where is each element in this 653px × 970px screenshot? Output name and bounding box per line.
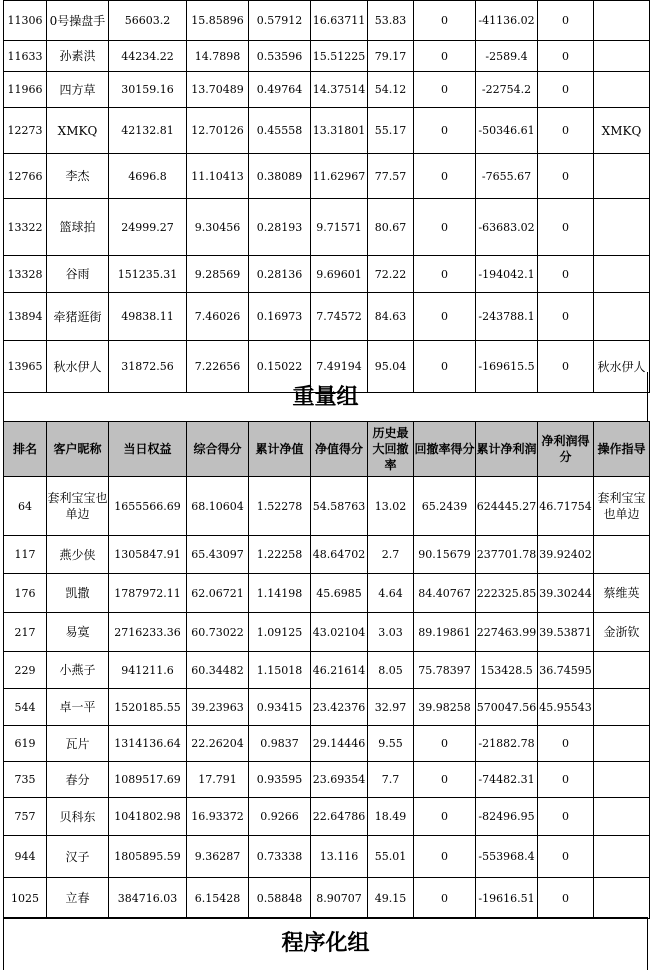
cell-guide (594, 689, 650, 726)
header-nav: 累计净值 (249, 422, 311, 477)
header-net-profit: 累计净利润 (476, 422, 538, 477)
cell-rank: 944 (4, 836, 47, 878)
cell-max-drawdown: 32.97 (368, 689, 414, 726)
cell-equity: 941211.6 (109, 652, 187, 689)
cell-nav-score: 46.21614 (311, 652, 368, 689)
cell-rank: 11306 (4, 1, 47, 41)
cell-nickname: 凯撒 (47, 574, 109, 613)
cell-guide (594, 293, 650, 341)
cell-net-profit-score: 45.95543 (538, 689, 594, 726)
cell-nav: 0.9266 (249, 798, 311, 836)
cell-rank: 757 (4, 798, 47, 836)
cell-equity: 31872.56 (109, 341, 187, 393)
cell-nav-score: 11.62967 (311, 154, 368, 199)
cell-net-profit-score: 39.30244 (538, 574, 594, 613)
cell-drawdown-score: 75.78397 (414, 652, 476, 689)
cell-total-score: 7.22656 (187, 341, 249, 393)
cell-total-score: 6.15428 (187, 878, 249, 919)
cell-total-score: 11.10413 (187, 154, 249, 199)
section-title-program: 程序化组 (3, 917, 648, 970)
cell-net-profit-score: 39.53871 (538, 613, 594, 652)
cell-drawdown-score: 65.2439 (414, 477, 476, 536)
cell-total-score: 60.73022 (187, 613, 249, 652)
cell-rank: 13322 (4, 199, 47, 256)
cell-total-score: 9.30456 (187, 199, 249, 256)
table-header-row (4, 422, 650, 477)
cell-total-score: 7.46026 (187, 293, 249, 341)
cell-total-score: 65.43097 (187, 536, 249, 574)
cell-max-drawdown: 55.01 (368, 836, 414, 878)
table-row (4, 652, 650, 689)
cell-nav: 0.9837 (249, 726, 311, 762)
cell-net-profit: -21882.78 (476, 726, 538, 762)
cell-net-profit-score: 0 (538, 199, 594, 256)
cell-total-score: 14.7898 (187, 41, 249, 72)
cell-rank: 12766 (4, 154, 47, 199)
cell-drawdown-score: 39.98258 (414, 689, 476, 726)
cell-nickname: 燕少侠 (47, 536, 109, 574)
cell-guide (594, 41, 650, 72)
cell-nav: 1.15018 (249, 652, 311, 689)
cell-nickname: 瓦片 (47, 726, 109, 762)
table-row (4, 477, 650, 536)
cell-rank: 11966 (4, 72, 47, 108)
cell-rank: 229 (4, 652, 47, 689)
cell-nav: 0.73338 (249, 836, 311, 878)
cell-net-profit-score: 0 (538, 762, 594, 798)
cell-net-profit-score: 0 (538, 798, 594, 836)
cell-equity: 44234.22 (109, 41, 187, 72)
cell-equity: 1520185.55 (109, 689, 187, 726)
cell-total-score: 17.791 (187, 762, 249, 798)
table-row (4, 762, 650, 798)
table-row (4, 1, 650, 41)
cell-guide: XMKQ (594, 108, 650, 154)
cell-nickname: 牵猪逛街 (47, 293, 109, 341)
cell-drawdown-score: 0 (414, 726, 476, 762)
cell-drawdown-score: 0 (414, 41, 476, 72)
cell-drawdown-score: 0 (414, 108, 476, 154)
cell-drawdown-score: 0 (414, 798, 476, 836)
cell-nav: 1.52278 (249, 477, 311, 536)
cell-guide (594, 1, 650, 41)
cell-max-drawdown: 8.05 (368, 652, 414, 689)
cell-nav: 0.93415 (249, 689, 311, 726)
header-rank: 排名 (4, 422, 47, 477)
table-row (4, 72, 650, 108)
cell-drawdown-score: 0 (414, 341, 476, 393)
cell-net-profit: 570047.56 (476, 689, 538, 726)
cell-nav: 0.57912 (249, 1, 311, 41)
cell-net-profit-score: 0 (538, 108, 594, 154)
cell-rank: 64 (4, 477, 47, 536)
cell-total-score: 13.70489 (187, 72, 249, 108)
cell-max-drawdown: 79.17 (368, 41, 414, 72)
cell-max-drawdown: 53.83 (368, 1, 414, 41)
cell-equity: 1314136.64 (109, 726, 187, 762)
cell-max-drawdown: 84.63 (368, 293, 414, 341)
cell-guide (594, 878, 650, 919)
cell-equity: 1305847.91 (109, 536, 187, 574)
cell-drawdown-score: 0 (414, 762, 476, 798)
cell-drawdown-score: 0 (414, 836, 476, 878)
cell-nav-score: 14.37514 (311, 72, 368, 108)
cell-max-drawdown: 72.22 (368, 256, 414, 293)
cell-rank: 544 (4, 689, 47, 726)
cell-guide (594, 536, 650, 574)
cell-net-profit: -74482.31 (476, 762, 538, 798)
cell-equity: 1805895.59 (109, 836, 187, 878)
cell-nav-score: 22.64786 (311, 798, 368, 836)
table-row (4, 41, 650, 72)
table-row (4, 108, 650, 154)
cell-nickname: XMKQ (47, 108, 109, 154)
cell-net-profit-score: 0 (538, 154, 594, 199)
cell-nav: 0.53596 (249, 41, 311, 72)
cell-drawdown-score: 90.15679 (414, 536, 476, 574)
cell-guide (594, 256, 650, 293)
cell-total-score: 22.26204 (187, 726, 249, 762)
cell-rank: 619 (4, 726, 47, 762)
cell-guide (594, 199, 650, 256)
cell-total-score: 68.10604 (187, 477, 249, 536)
cell-nickname: 孙素洪 (47, 41, 109, 72)
cell-rank: 11633 (4, 41, 47, 72)
cell-equity: 42132.81 (109, 108, 187, 154)
cell-max-drawdown: 13.02 (368, 477, 414, 536)
cell-net-profit-score: 0 (538, 41, 594, 72)
table-row (4, 199, 650, 256)
cell-net-profit: -2589.4 (476, 41, 538, 72)
section-title-heavy: 重量组 (3, 372, 648, 422)
cell-equity: 49838.11 (109, 293, 187, 341)
table-row (4, 726, 650, 762)
cell-nav: 0.16973 (249, 293, 311, 341)
cell-nickname: 篮球拍 (47, 199, 109, 256)
header-net-profit-score: 净利润得分 (538, 422, 594, 477)
cell-guide: 套利宝宝也单边 (594, 477, 650, 536)
cell-net-profit-score: 39.92402 (538, 536, 594, 574)
cell-net-profit-score: 0 (538, 836, 594, 878)
cell-net-profit-score: 0 (538, 293, 594, 341)
table-row (4, 256, 650, 293)
cell-total-score: 9.28569 (187, 256, 249, 293)
table-row (4, 878, 650, 919)
cell-net-profit: -194042.1 (476, 256, 538, 293)
cell-net-profit: -553968.4 (476, 836, 538, 878)
cell-rank: 176 (4, 574, 47, 613)
table-row (4, 613, 650, 652)
cell-nav-score: 48.64702 (311, 536, 368, 574)
cell-rank: 13965 (4, 341, 47, 393)
cell-net-profit: 222325.85 (476, 574, 538, 613)
cell-nickname: 谷雨 (47, 256, 109, 293)
table-row (4, 836, 650, 878)
table-row (4, 689, 650, 726)
cell-nav-score: 9.69601 (311, 256, 368, 293)
cell-net-profit: 153428.5 (476, 652, 538, 689)
cell-nav-score: 7.49194 (311, 341, 368, 393)
table-row (4, 798, 650, 836)
cell-equity: 1089517.69 (109, 762, 187, 798)
cell-net-profit-score: 46.71754 (538, 477, 594, 536)
cell-max-drawdown: 4.64 (368, 574, 414, 613)
cell-nickname: 小燕子 (47, 652, 109, 689)
cell-max-drawdown: 49.15 (368, 878, 414, 919)
cell-nav-score: 43.02104 (311, 613, 368, 652)
cell-nickname: 套利宝宝也单边 (47, 477, 109, 536)
cell-net-profit: -22754.2 (476, 72, 538, 108)
cell-total-score: 62.06721 (187, 574, 249, 613)
cell-guide: 秋水伊人 (594, 341, 650, 393)
header-guide: 操作指导 (594, 422, 650, 477)
header-equity: 当日权益 (109, 422, 187, 477)
header-nav-score: 净值得分 (311, 422, 368, 477)
cell-nickname: 卓一平 (47, 689, 109, 726)
ranking-table-heavy (3, 421, 650, 919)
cell-guide (594, 762, 650, 798)
cell-total-score: 9.36287 (187, 836, 249, 878)
header-max-drawdown: 历史最大回撤率 (368, 422, 414, 477)
cell-nav-score: 13.116 (311, 836, 368, 878)
cell-rank: 13328 (4, 256, 47, 293)
cell-drawdown-score: 0 (414, 199, 476, 256)
cell-max-drawdown: 54.12 (368, 72, 414, 108)
header-drawdown-score: 回撤率得分 (414, 422, 476, 477)
cell-nav: 0.28193 (249, 199, 311, 256)
cell-max-drawdown: 2.7 (368, 536, 414, 574)
cell-max-drawdown: 95.04 (368, 341, 414, 393)
cell-equity: 151235.31 (109, 256, 187, 293)
cell-equity: 1655566.69 (109, 477, 187, 536)
cell-nav: 0.49764 (249, 72, 311, 108)
cell-nav: 0.93595 (249, 762, 311, 798)
table-row (4, 574, 650, 613)
cell-net-profit: -7655.67 (476, 154, 538, 199)
cell-nav: 1.14198 (249, 574, 311, 613)
cell-equity: 384716.03 (109, 878, 187, 919)
cell-total-score: 15.85896 (187, 1, 249, 41)
cell-rank: 13894 (4, 293, 47, 341)
cell-guide (594, 726, 650, 762)
cell-net-profit: -63683.02 (476, 199, 538, 256)
table-row (4, 293, 650, 341)
cell-guide (594, 798, 650, 836)
cell-max-drawdown: 55.17 (368, 108, 414, 154)
cell-nav-score: 45.6985 (311, 574, 368, 613)
cell-net-profit: -19616.51 (476, 878, 538, 919)
table-row (4, 154, 650, 199)
cell-total-score: 39.23963 (187, 689, 249, 726)
cell-rank: 117 (4, 536, 47, 574)
cell-nickname: 春分 (47, 762, 109, 798)
cell-nav-score: 16.63711 (311, 1, 368, 41)
cell-drawdown-score: 0 (414, 256, 476, 293)
cell-nickname: 立春 (47, 878, 109, 919)
cell-net-profit-score: 0 (538, 341, 594, 393)
cell-max-drawdown: 80.67 (368, 199, 414, 256)
cell-net-profit: -41136.02 (476, 1, 538, 41)
table-row (4, 536, 650, 574)
cell-max-drawdown: 9.55 (368, 726, 414, 762)
cell-net-profit-score: 0 (538, 256, 594, 293)
cell-nav-score: 8.90707 (311, 878, 368, 919)
cell-nav-score: 54.58763 (311, 477, 368, 536)
cell-net-profit: -243788.1 (476, 293, 538, 341)
cell-net-profit-score: 0 (538, 726, 594, 762)
cell-drawdown-score: 0 (414, 72, 476, 108)
cell-equity: 56603.2 (109, 1, 187, 41)
cell-nav-score: 29.14446 (311, 726, 368, 762)
cell-rank: 12273 (4, 108, 47, 154)
cell-net-profit-score: 0 (538, 1, 594, 41)
cell-equity: 1787972.11 (109, 574, 187, 613)
cell-nav: 0.28136 (249, 256, 311, 293)
cell-max-drawdown: 7.7 (368, 762, 414, 798)
cell-nav-score: 15.51225 (311, 41, 368, 72)
cell-net-profit: 237701.78 (476, 536, 538, 574)
cell-nickname: 李杰 (47, 154, 109, 199)
cell-guide (594, 154, 650, 199)
cell-drawdown-score: 0 (414, 1, 476, 41)
cell-net-profit: -50346.61 (476, 108, 538, 154)
cell-total-score: 12.70126 (187, 108, 249, 154)
cell-drawdown-score: 89.19861 (414, 613, 476, 652)
header-nickname: 客户昵称 (47, 422, 109, 477)
cell-nav-score: 13.31801 (311, 108, 368, 154)
header-total-score: 综合得分 (187, 422, 249, 477)
cell-net-profit-score: 0 (538, 878, 594, 919)
cell-net-profit-score: 0 (538, 72, 594, 108)
cell-nav: 0.58848 (249, 878, 311, 919)
cell-max-drawdown: 3.03 (368, 613, 414, 652)
cell-drawdown-score: 0 (414, 154, 476, 199)
cell-max-drawdown: 18.49 (368, 798, 414, 836)
cell-nickname: 四方草 (47, 72, 109, 108)
cell-drawdown-score: 0 (414, 293, 476, 341)
cell-net-profit: 227463.99 (476, 613, 538, 652)
cell-nickname: 0号操盘手 (47, 1, 109, 41)
cell-rank: 217 (4, 613, 47, 652)
cell-guide: 金浙钦 (594, 613, 650, 652)
cell-net-profit-score: 36.74595 (538, 652, 594, 689)
cell-drawdown-score: 84.40767 (414, 574, 476, 613)
cell-net-profit: 624445.27 (476, 477, 538, 536)
cell-nav: 0.45558 (249, 108, 311, 154)
cell-nav: 0.15022 (249, 341, 311, 393)
cell-nickname: 秋水伊人 (47, 341, 109, 393)
cell-rank: 1025 (4, 878, 47, 919)
cell-drawdown-score: 0 (414, 878, 476, 919)
cell-guide: 蔡维英 (594, 574, 650, 613)
cell-max-drawdown: 77.57 (368, 154, 414, 199)
cell-equity: 24999.27 (109, 199, 187, 256)
cell-nickname: 贝科东 (47, 798, 109, 836)
cell-nav: 0.38089 (249, 154, 311, 199)
cell-equity: 1041802.98 (109, 798, 187, 836)
cell-nav: 1.22258 (249, 536, 311, 574)
cell-equity: 30159.16 (109, 72, 187, 108)
cell-nav-score: 23.69354 (311, 762, 368, 798)
cell-total-score: 16.93372 (187, 798, 249, 836)
cell-total-score: 60.34482 (187, 652, 249, 689)
cell-guide (594, 72, 650, 108)
cell-nickname: 汉子 (47, 836, 109, 878)
ranking-table-top (3, 0, 650, 393)
cell-net-profit: -169615.5 (476, 341, 538, 393)
cell-guide (594, 836, 650, 878)
cell-nav-score: 9.71571 (311, 199, 368, 256)
cell-nav-score: 7.74572 (311, 293, 368, 341)
cell-nav: 1.09125 (249, 613, 311, 652)
cell-rank: 735 (4, 762, 47, 798)
cell-nav-score: 23.42376 (311, 689, 368, 726)
cell-equity: 2716233.36 (109, 613, 187, 652)
cell-nickname: 易寞 (47, 613, 109, 652)
cell-equity: 4696.8 (109, 154, 187, 199)
cell-guide (594, 652, 650, 689)
cell-net-profit: -82496.95 (476, 798, 538, 836)
